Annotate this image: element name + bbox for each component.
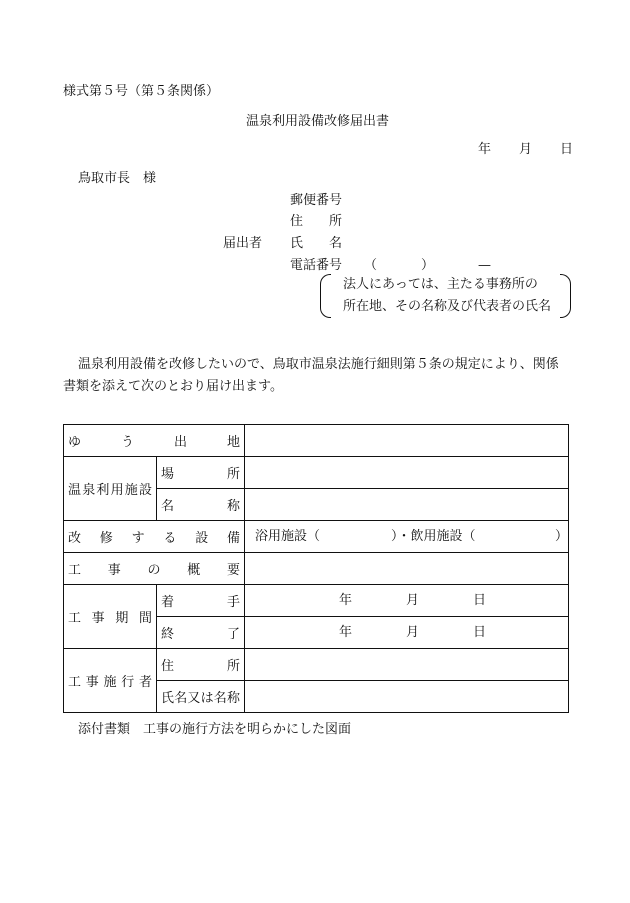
label-char: 名 xyxy=(161,499,175,514)
label-char: ゆ xyxy=(68,435,82,450)
label-char: 場 xyxy=(161,467,175,482)
label-char: 工 xyxy=(68,563,82,578)
value-work-end[interactable] xyxy=(245,617,569,649)
label-char: 名 xyxy=(174,691,188,706)
value-source-location[interactable] xyxy=(245,425,569,457)
label-char: 事 xyxy=(91,611,105,626)
spread-text xyxy=(161,495,240,514)
label-char: 利 xyxy=(96,483,110,498)
label-char: 修 xyxy=(99,531,113,546)
address-label: 住 所 xyxy=(290,214,343,229)
body-text-line1: 温泉利用設備を改修したいので、鳥取市温泉法施行細則第５条の規定により、関係 xyxy=(78,357,559,372)
label-char: 期 xyxy=(115,611,129,626)
date-day: 日 xyxy=(560,142,574,157)
label-char: 地 xyxy=(226,435,240,450)
label-source-location xyxy=(64,425,245,457)
label-char: 者 xyxy=(138,675,152,690)
spread-text xyxy=(68,479,152,498)
label-char: 出 xyxy=(173,435,187,450)
label-char: 備 xyxy=(226,531,240,546)
label-char: う xyxy=(120,435,134,450)
spread-text xyxy=(161,623,240,642)
label-work-summary xyxy=(64,553,245,585)
label-equipment xyxy=(64,521,245,553)
label-char: 名 xyxy=(213,691,227,706)
note-left-bracket xyxy=(320,274,331,318)
value-contractor-address[interactable] xyxy=(245,649,569,681)
label-contractor-name xyxy=(157,681,245,713)
label-work-period xyxy=(64,585,157,649)
value-work-start[interactable] xyxy=(245,585,569,617)
drinking-facility-close: ） xyxy=(555,529,569,544)
spread-text xyxy=(68,431,240,450)
label-facility-place xyxy=(157,457,245,489)
drinking-facility-label: ）・飲用施設（ xyxy=(391,529,476,544)
form-number: 様式第５号（第５条関係） xyxy=(63,84,220,99)
document-title: 温泉利用設備改修届出書 xyxy=(246,114,390,129)
notification-table xyxy=(63,424,569,713)
label-char: 工 xyxy=(68,611,82,626)
label-char: 着 xyxy=(161,595,175,610)
start-day: 日 xyxy=(473,593,487,608)
label-char: 行 xyxy=(121,675,135,690)
label-char: 称 xyxy=(226,499,240,514)
date-month: 月 xyxy=(519,142,533,157)
value-contractor-name[interactable] xyxy=(245,681,569,713)
label-char: 温 xyxy=(68,483,82,498)
label-char: 事 xyxy=(107,563,121,578)
spread-text xyxy=(161,655,240,674)
label-char: 施 xyxy=(124,483,138,498)
label-work-start xyxy=(157,585,245,617)
label-char: 泉 xyxy=(82,483,96,498)
value-equipment[interactable] xyxy=(245,521,569,553)
label-char: 改 xyxy=(68,531,82,546)
end-day: 日 xyxy=(473,625,487,640)
label-contractor xyxy=(64,649,157,713)
end-month: 月 xyxy=(406,625,420,640)
spread-text xyxy=(161,591,240,610)
label-char: 住 xyxy=(161,659,175,674)
spread-text xyxy=(68,607,152,626)
table-row-facility-place xyxy=(64,457,569,489)
spread-text xyxy=(68,559,240,578)
body-text-line2: 書類を添えて次のとおり届け出ます。 xyxy=(63,379,283,394)
label-char: 所 xyxy=(226,467,240,482)
label-char: る xyxy=(163,531,177,546)
value-facility-place[interactable] xyxy=(245,457,569,489)
label-char: す xyxy=(131,531,145,546)
name-label: 氏 名 xyxy=(290,236,343,251)
note-right-bracket xyxy=(560,274,571,318)
phone-dash: — xyxy=(478,258,491,273)
label-char: 所 xyxy=(226,659,240,674)
phone-close-paren: ） xyxy=(421,258,435,273)
spread-text xyxy=(161,463,240,482)
label-char: 氏 xyxy=(161,691,175,706)
label-char: 間 xyxy=(138,611,152,626)
label-char: 用 xyxy=(110,483,124,498)
label-char: 施 xyxy=(103,675,117,690)
spread-text xyxy=(68,527,240,546)
attachments-note: 添付書類 工事の施行方法を明らかにした図面 xyxy=(78,722,352,737)
label-char: 了 xyxy=(226,627,240,642)
postal-code-label: 郵便番号 xyxy=(290,193,343,208)
label-char: 称 xyxy=(226,691,240,706)
start-month: 月 xyxy=(406,593,420,608)
label-contractor-address xyxy=(157,649,245,681)
label-char: 事 xyxy=(85,675,99,690)
value-work-summary[interactable] xyxy=(245,553,569,585)
corporate-note-line1: 法人にあっては、主たる事務所の xyxy=(343,277,538,292)
label-char: は xyxy=(200,691,214,706)
label-char: 概 xyxy=(187,563,201,578)
label-char: 設 xyxy=(195,531,209,546)
spread-text xyxy=(161,687,240,706)
label-char: 終 xyxy=(161,627,175,642)
label-char: 又 xyxy=(187,691,201,706)
bath-facility-label: 浴用施設（ xyxy=(255,529,321,544)
label-char: 設 xyxy=(138,483,152,498)
label-char: 工 xyxy=(68,675,82,690)
value-facility-name[interactable] xyxy=(245,489,569,521)
table-row-contractor-address xyxy=(64,649,569,681)
label-char: の xyxy=(147,563,161,578)
spread-text xyxy=(68,671,152,690)
date-year: 年 xyxy=(478,142,492,157)
label-char: 手 xyxy=(226,595,240,610)
label-char: 要 xyxy=(226,563,240,578)
end-year: 年 xyxy=(339,625,353,640)
table-row-equipment xyxy=(64,521,569,553)
phone-open-paren: （ xyxy=(364,258,378,273)
table-row-work-start xyxy=(64,585,569,617)
start-year: 年 xyxy=(339,593,353,608)
table-row-source xyxy=(64,425,569,457)
label-facility-name xyxy=(157,489,245,521)
applicant-role-label: 届出者 xyxy=(223,236,263,251)
addressee: 鳥取市長 様 xyxy=(78,171,157,186)
label-facility-group xyxy=(64,457,157,521)
table-row-work-summary xyxy=(64,553,569,585)
corporate-note-line2: 所在地、その名称及び代表者の氏名 xyxy=(343,299,552,314)
phone-label: 電話番号 xyxy=(290,258,343,273)
label-work-end xyxy=(157,617,245,649)
